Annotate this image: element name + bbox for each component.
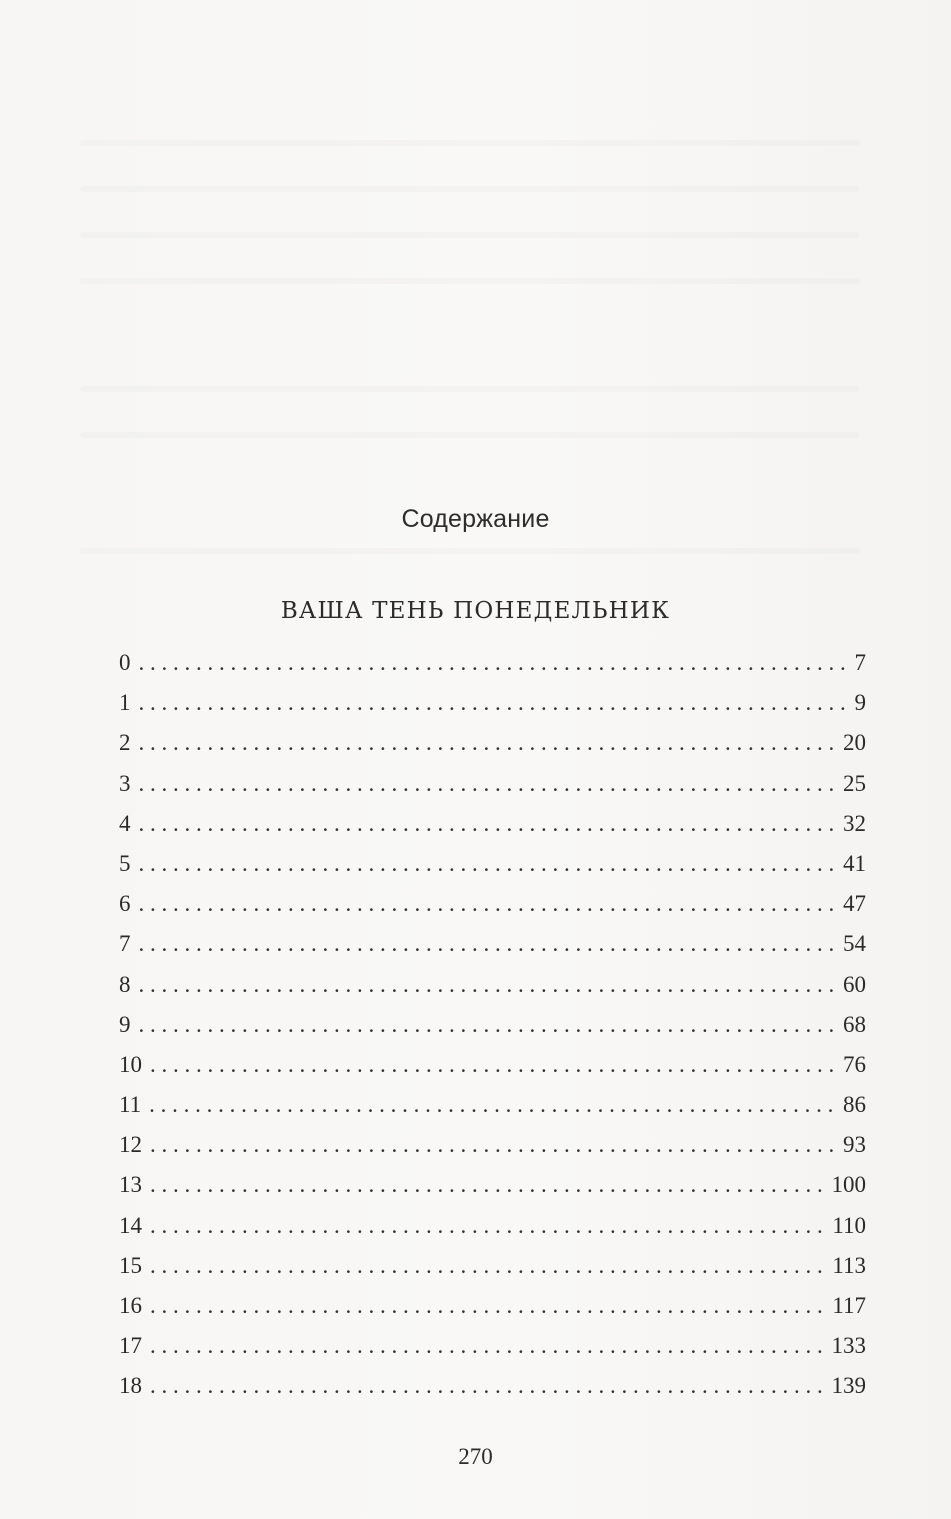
toc-chapter-number: 12 <box>119 1132 142 1158</box>
show-through-line <box>80 140 860 146</box>
toc-page-number: 54 <box>843 931 866 957</box>
toc-chapter-number: 9 <box>119 1011 131 1037</box>
toc-page-number: 139 <box>831 1373 866 1399</box>
toc-entry <box>119 1333 866 1373</box>
show-through-line <box>80 548 860 554</box>
toc-entry <box>119 1052 866 1092</box>
toc-page-number: 86 <box>843 1092 866 1118</box>
toc-entry <box>119 1293 866 1333</box>
toc-page-number: 32 <box>843 810 866 836</box>
toc-chapter-number: 1 <box>119 690 131 716</box>
toc-entry <box>119 811 866 851</box>
toc-chapter-number: 10 <box>119 1051 142 1077</box>
toc-dot-leader <box>150 1172 828 1198</box>
show-through-line <box>80 278 860 284</box>
toc-chapter-number: 2 <box>119 730 131 756</box>
toc-dot-leader <box>139 690 851 716</box>
toc-entry <box>119 690 866 730</box>
toc-entry <box>119 972 866 1012</box>
toc-chapter-number: 15 <box>119 1252 142 1278</box>
toc-entry <box>119 931 866 971</box>
toc-page-number: 110 <box>832 1212 866 1238</box>
toc-page-number: 60 <box>843 971 866 997</box>
page-number: 270 <box>458 1444 493 1469</box>
toc-page-number: 68 <box>843 1011 866 1037</box>
toc-dot-leader <box>150 1052 839 1078</box>
toc-entry <box>119 771 866 811</box>
toc-dot-leader <box>139 1012 840 1038</box>
toc-page-number: 9 <box>854 690 866 716</box>
toc-chapter-number: 5 <box>119 850 131 876</box>
toc-page-number: 100 <box>831 1172 866 1198</box>
toc-page-number: 76 <box>843 1051 866 1077</box>
toc-chapter-number: 8 <box>119 971 131 997</box>
toc-chapter-number: 14 <box>119 1212 142 1238</box>
toc-entry <box>119 1253 866 1293</box>
toc-dot-leader <box>139 972 840 998</box>
toc-chapter-number: 17 <box>119 1333 142 1359</box>
toc-dot-leader <box>139 771 840 797</box>
toc-page-number: 47 <box>843 891 866 917</box>
toc-dot-leader <box>150 1213 828 1239</box>
toc-chapter-number: 3 <box>119 770 131 796</box>
toc-entry <box>119 1213 866 1253</box>
toc-dot-leader <box>150 1373 828 1399</box>
toc-entry <box>119 1132 866 1172</box>
toc-dot-leader <box>149 1092 839 1118</box>
show-through-line <box>80 386 860 392</box>
table-of-contents <box>119 650 866 1414</box>
toc-entry <box>119 650 866 690</box>
toc-chapter-number: 0 <box>119 650 131 675</box>
toc-entry <box>119 1172 866 1212</box>
toc-dot-leader <box>150 1253 828 1279</box>
toc-dot-leader <box>139 891 840 917</box>
show-through-line <box>80 232 860 238</box>
toc-chapter-number: 11 <box>119 1092 142 1118</box>
toc-entry <box>119 891 866 931</box>
toc-page-number: 93 <box>843 1132 866 1158</box>
toc-chapter-number: 4 <box>119 810 131 836</box>
toc-page-number: 7 <box>854 650 866 675</box>
toc-page-number: 117 <box>832 1293 866 1318</box>
toc-entry <box>119 851 866 891</box>
toc-page-number: 113 <box>832 1252 866 1278</box>
toc-chapter-number: 18 <box>119 1373 142 1399</box>
toc-dot-leader <box>139 730 840 756</box>
toc-chapter-number: 13 <box>119 1172 142 1198</box>
toc-dot-leader <box>139 931 840 957</box>
part-title: ВАША ТЕНЬ ПОНЕДЕЛЬНИК <box>280 598 671 624</box>
toc-dot-leader <box>139 650 851 676</box>
toc-dot-leader <box>139 811 840 837</box>
toc-entry <box>119 730 866 770</box>
toc-dot-leader <box>139 851 840 877</box>
toc-entry <box>119 1092 866 1132</box>
toc-dot-leader <box>150 1132 839 1158</box>
toc-chapter-number: 6 <box>119 891 131 917</box>
show-through-line <box>80 432 860 438</box>
toc-dot-leader <box>150 1293 828 1319</box>
toc-dot-leader <box>150 1333 828 1359</box>
toc-page-number: 133 <box>831 1333 866 1359</box>
toc-chapter-number: 16 <box>119 1293 142 1318</box>
toc-entry <box>119 1012 866 1052</box>
toc-page-number: 41 <box>843 850 866 876</box>
contents-heading: Содержание <box>401 505 550 533</box>
show-through-line <box>80 186 860 192</box>
toc-entry <box>119 1373 866 1413</box>
toc-page-number: 20 <box>843 730 866 756</box>
toc-chapter-number: 7 <box>119 931 131 957</box>
toc-page-number: 25 <box>843 770 866 796</box>
